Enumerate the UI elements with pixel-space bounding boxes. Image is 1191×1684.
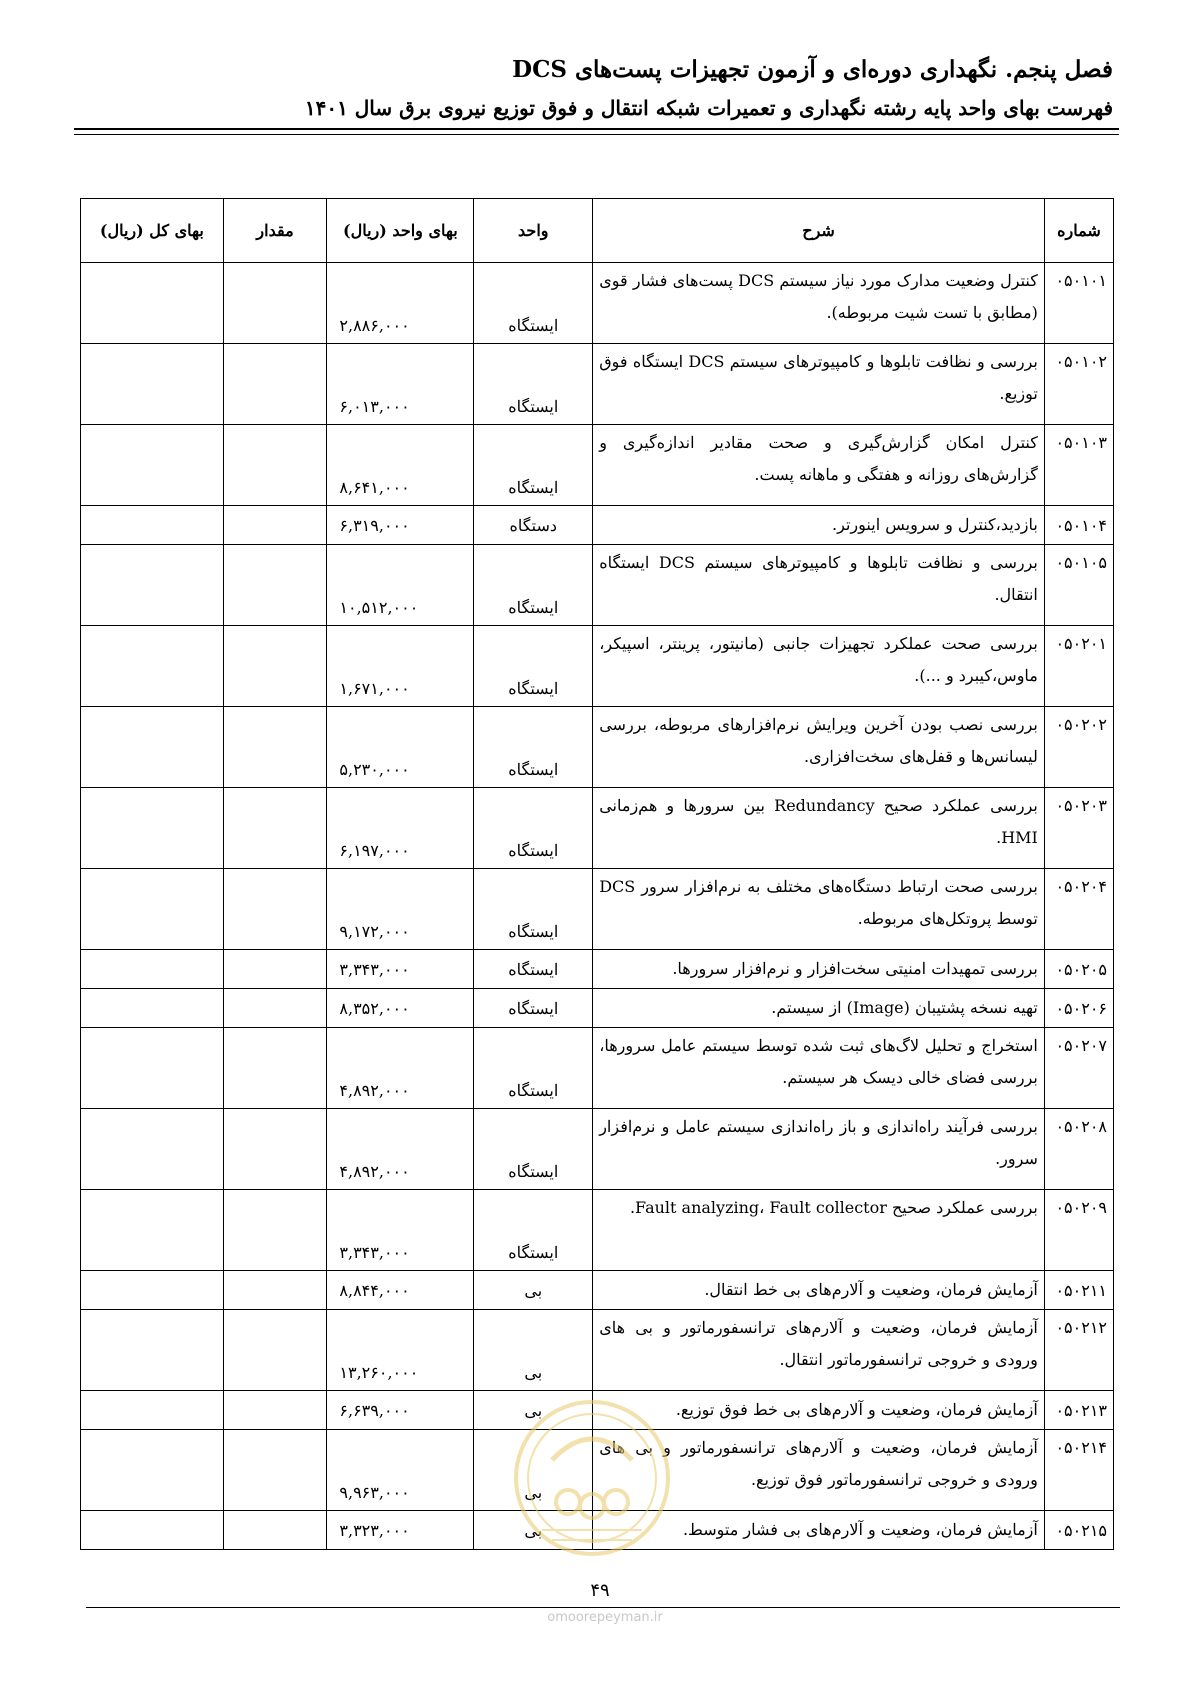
- item-unit-price: ۹,۱۷۲,۰۰۰: [327, 869, 474, 950]
- table-row: [81, 707, 1114, 788]
- table-row: [81, 344, 1114, 425]
- item-total-price: [81, 1310, 224, 1391]
- item-unit-price: ۲,۸۸۶,۰۰۰: [327, 263, 474, 344]
- item-quantity: [223, 869, 327, 950]
- item-unit-price: ۸,۸۴۴,۰۰۰: [327, 1271, 474, 1310]
- item-unit: ایستگاه: [474, 545, 593, 626]
- item-unit: ایستگاه: [474, 626, 593, 707]
- header-quantity: مقدار: [223, 199, 327, 263]
- item-unit-price: ۱۳,۲۶۰,۰۰۰: [327, 1310, 474, 1391]
- item-description: آزمایش فرمان، وضعیت و آلارم‌های بی فشار متوسط.: [593, 1511, 1045, 1550]
- item-quantity: [223, 545, 327, 626]
- item-unit-price: ۶,۱۹۷,۰۰۰: [327, 788, 474, 869]
- item-unit: ایستگاه: [474, 950, 593, 989]
- item-unit-price: ۳,۳۴۳,۰۰۰: [327, 950, 474, 989]
- item-description: کنترل امکان گزارش‌گیری و صحت مقادیر اندازه‌گیری و گزارش‌های روزانه و هفتگی و ماهانه پست.: [593, 425, 1045, 506]
- item-code: ۰۵۰۲۰۹: [1044, 1190, 1113, 1271]
- item-unit: ایستگاه: [474, 707, 593, 788]
- item-unit-price: ۸,۳۵۲,۰۰۰: [327, 989, 474, 1028]
- item-total-price: [81, 707, 224, 788]
- item-total-price: [81, 344, 224, 425]
- item-quantity: [223, 1391, 327, 1430]
- item-unit: ایستگاه: [474, 788, 593, 869]
- item-code: ۰۵۰۲۰۴: [1044, 869, 1113, 950]
- item-unit-price: ۹,۹۶۳,۰۰۰: [327, 1430, 474, 1511]
- table-row: [81, 989, 1114, 1028]
- item-code: ۰۵۰۲۰۵: [1044, 950, 1113, 989]
- item-code: ۰۵۰۲۰۲: [1044, 707, 1113, 788]
- item-total-price: [81, 1511, 224, 1550]
- header-code: شماره: [1044, 199, 1113, 263]
- item-total-price: [81, 1190, 224, 1271]
- item-unit: دستگاه: [474, 506, 593, 545]
- item-unit-price: ۱,۶۷۱,۰۰۰: [327, 626, 474, 707]
- watermark-url: omoorepeyman.ir: [547, 1610, 663, 1625]
- table-row: [81, 545, 1114, 626]
- item-description: بررسی و نظافت تابلوها و کامپیوترهای سیستم DCS ایستگاه فوق توزیع.: [593, 344, 1045, 425]
- item-total-price: [81, 1430, 224, 1511]
- item-unit-price: ۳,۳۲۳,۰۰۰: [327, 1511, 474, 1550]
- item-total-price: [81, 1028, 224, 1109]
- header-total-price: بهای کل (ریال): [81, 199, 224, 263]
- table-row: [81, 950, 1114, 989]
- item-unit: ایستگاه: [474, 989, 593, 1028]
- item-description: آزمایش فرمان، وضعیت و آلارم‌های ترانسفورماتور و بی های ورودی و خروجی ترانسفورماتور انتقال.: [593, 1310, 1045, 1391]
- item-total-price: [81, 425, 224, 506]
- item-unit-price: ۵,۲۳۰,۰۰۰: [327, 707, 474, 788]
- header-rule-thick: [74, 128, 1119, 130]
- item-unit: ایستگاه: [474, 263, 593, 344]
- item-code: ۰۵۰۱۰۳: [1044, 425, 1113, 506]
- table-row: [81, 869, 1114, 950]
- item-description: بررسی فرآیند راه‌اندازی و باز راه‌اندازی سیستم عامل و نرم‌افزار سرور.: [593, 1109, 1045, 1190]
- table-header-row: [81, 199, 1114, 263]
- price-list-title: فهرست بهای واحد پایه رشته نگهداری و تعمیرات شبکه انتقال و فوق توزیع نیروی برق سال ۱۴۰۱: [304, 96, 1113, 120]
- item-unit-price: ۳,۳۴۳,۰۰۰: [327, 1190, 474, 1271]
- item-total-price: [81, 626, 224, 707]
- footer-rule: [86, 1607, 1120, 1608]
- item-description: بررسی نصب بودن آخرین ویرایش نرم‌افزارهای مربوطه، بررسی لیسانس‌ها و قفل‌های سخت‌افزاری.: [593, 707, 1045, 788]
- item-description: آزمایش فرمان، وضعیت و آلارم‌های بی خط فوق توزیع.: [593, 1391, 1045, 1430]
- table-row: [81, 1028, 1114, 1109]
- item-quantity: [223, 950, 327, 989]
- item-description: بررسی تمهیدات امنیتی سخت‌افزار و نرم‌افزار سرورها.: [593, 950, 1045, 989]
- item-code: ۰۵۰۲۰۷: [1044, 1028, 1113, 1109]
- item-total-price: [81, 1391, 224, 1430]
- item-description: استخراج و تحلیل لاگ‌های ثبت شده توسط سیستم عامل سرورها، بررسی فضای خالی دیسک هر سیستم.: [593, 1028, 1045, 1109]
- table-row: [81, 1109, 1114, 1190]
- item-code: ۰۵۰۲۱۳: [1044, 1391, 1113, 1430]
- item-code: ۰۵۰۱۰۱: [1044, 263, 1113, 344]
- item-quantity: [223, 344, 327, 425]
- header-unit-price: بهای واحد (ریال): [327, 199, 474, 263]
- item-description: آزمایش فرمان، وضعیت و آلارم‌های ترانسفورماتور و بی های ورودی و خروجی ترانسفورماتور فوق توزیع.: [593, 1430, 1045, 1511]
- item-description: بررسی صحت عملکرد تجهیزات جانبی (مانیتور، پرینتر، اسپیکر، ماوس،کیبرد و ...).: [593, 626, 1045, 707]
- table-row: [81, 425, 1114, 506]
- table-row: [81, 626, 1114, 707]
- item-unit-price: ۴,۸۹۲,۰۰۰: [327, 1109, 474, 1190]
- item-quantity: [223, 1190, 327, 1271]
- item-total-price: [81, 950, 224, 989]
- item-quantity: [223, 1310, 327, 1391]
- header-rule-thin: [74, 134, 1119, 135]
- item-code: ۰۵۰۱۰۲: [1044, 344, 1113, 425]
- item-unit-price: ۶,۶۳۹,۰۰۰: [327, 1391, 474, 1430]
- item-quantity: [223, 707, 327, 788]
- item-code: ۰۵۰۲۱۵: [1044, 1511, 1113, 1550]
- item-unit: ایستگاه: [474, 869, 593, 950]
- header-description: شرح: [593, 199, 1045, 263]
- item-description: بررسی عملکرد صحیح Redundancy بین سرورها و هم‌زمانی HMI.: [593, 788, 1045, 869]
- item-unit-price: ۱۰,۵۱۲,۰۰۰: [327, 545, 474, 626]
- item-unit: بی: [474, 1271, 593, 1310]
- item-quantity: [223, 1028, 327, 1109]
- item-code: ۰۵۰۲۰۱: [1044, 626, 1113, 707]
- item-code: ۰۵۰۲۰۸: [1044, 1109, 1113, 1190]
- item-total-price: [81, 506, 224, 545]
- table-row: [81, 1310, 1114, 1391]
- item-total-price: [81, 788, 224, 869]
- item-description: بازدید،کنترل و سرویس اینورتر.: [593, 506, 1045, 545]
- item-unit: بی: [474, 1310, 593, 1391]
- table-body: [81, 263, 1114, 1550]
- item-code: ۰۵۰۱۰۴: [1044, 506, 1113, 545]
- item-total-price: [81, 1271, 224, 1310]
- item-code: ۰۵۰۲۰۳: [1044, 788, 1113, 869]
- item-description: بررسی و نظافت تابلوها و کامپیوترهای سیستم DCS ایستگاه انتقال.: [593, 545, 1045, 626]
- page-number: ۴۹: [590, 1580, 610, 1601]
- item-unit: بی: [474, 1391, 593, 1430]
- item-unit: ایستگاه: [474, 1190, 593, 1271]
- item-code: ۰۵۰۲۱۴: [1044, 1430, 1113, 1511]
- item-quantity: [223, 1511, 327, 1550]
- item-unit-price: ۴,۸۹۲,۰۰۰: [327, 1028, 474, 1109]
- item-description: آزمایش فرمان، وضعیت و آلارم‌های بی خط انتقال.: [593, 1271, 1045, 1310]
- table-row: [81, 263, 1114, 344]
- item-quantity: [223, 626, 327, 707]
- item-total-price: [81, 545, 224, 626]
- item-code: ۰۵۰۲۱۲: [1044, 1310, 1113, 1391]
- item-unit: بی: [474, 1511, 593, 1550]
- item-quantity: [223, 788, 327, 869]
- item-description: بررسی عملکرد صحیح Fault analyzing، Fault collector.: [593, 1190, 1045, 1271]
- item-total-price: [81, 869, 224, 950]
- item-quantity: [223, 1271, 327, 1310]
- item-description: کنترل وضعیت مدارک مورد نیاز سیستم DCS پست‌های فشار قوی (مطابق با تست شیت مربوطه).: [593, 263, 1045, 344]
- item-unit-price: ۸,۶۴۱,۰۰۰: [327, 425, 474, 506]
- item-quantity: [223, 1430, 327, 1511]
- item-code: ۰۵۰۲۱۱: [1044, 1271, 1113, 1310]
- item-description: تهیه نسخه پشتیبان (Image) از سیستم.: [593, 989, 1045, 1028]
- item-total-price: [81, 1109, 224, 1190]
- item-unit: ایستگاه: [474, 425, 593, 506]
- item-quantity: [223, 989, 327, 1028]
- item-quantity: [223, 506, 327, 545]
- header-unit: واحد: [474, 199, 593, 263]
- watermark-seal-logo: [512, 1398, 672, 1558]
- item-unit: بی: [474, 1430, 593, 1511]
- unit-price-table: [80, 198, 1114, 1550]
- table-row: [81, 1271, 1114, 1310]
- item-total-price: [81, 263, 224, 344]
- table-row: [81, 506, 1114, 545]
- item-quantity: [223, 263, 327, 344]
- item-code: ۰۵۰۱۰۵: [1044, 545, 1113, 626]
- item-unit: ایستگاه: [474, 1028, 593, 1109]
- table-row: [81, 1190, 1114, 1271]
- item-unit-price: ۶,۰۱۳,۰۰۰: [327, 344, 474, 425]
- chapter-title: فصل پنجم. نگهداری دوره‌ای و آزمون تجهیزات پست‌های DCS: [512, 56, 1113, 83]
- item-total-price: [81, 989, 224, 1028]
- item-quantity: [223, 1109, 327, 1190]
- table-row: [81, 788, 1114, 869]
- item-code: ۰۵۰۲۰۶: [1044, 989, 1113, 1028]
- item-unit-price: ۶,۳۱۹,۰۰۰: [327, 506, 474, 545]
- item-unit: ایستگاه: [474, 1109, 593, 1190]
- item-quantity: [223, 425, 327, 506]
- item-description: بررسی صحت ارتباط دستگاه‌های مختلف به نرم‌افزار سرور DCS توسط پروتکل‌های مربوطه.: [593, 869, 1045, 950]
- item-unit: ایستگاه: [474, 344, 593, 425]
